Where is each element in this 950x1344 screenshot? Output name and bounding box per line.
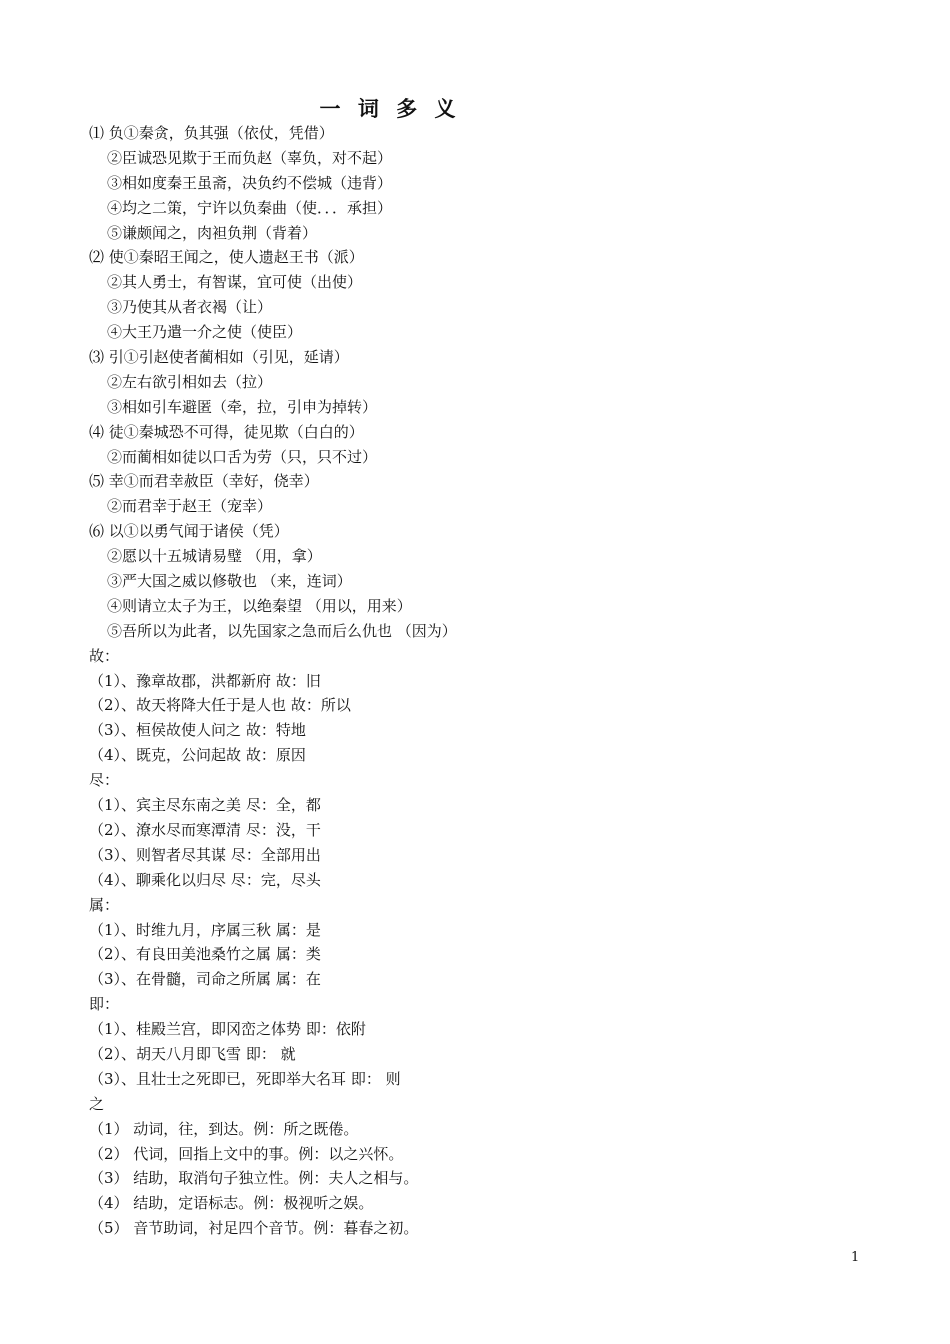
text-line: （4）、聊乘化以归尽 尽：完，尽头 bbox=[89, 870, 321, 889]
text-line: 尽： bbox=[89, 771, 120, 790]
text-line: （3）、且壮士之死即已，死即举大名耳 即： 则 bbox=[89, 1069, 401, 1088]
text-line: ⑵ 使①秦昭王闻之，使人遗赵王书（派） bbox=[89, 248, 364, 267]
text-line: ④大王乃遣一介之使（使臣） bbox=[107, 323, 303, 342]
text-line: ⑴ 负①秦贪，负其强（依仗，凭借） bbox=[89, 124, 334, 142]
text-line: ③乃使其从者衣褐（让） bbox=[107, 298, 273, 317]
text-line: （1）、时维九月，序属三秋 属：是 bbox=[89, 920, 321, 939]
text-line: ⑹ 以①以勇气闻于诸侯（凭） bbox=[89, 522, 289, 541]
text-line: ②臣诚恐见欺于王而负赵（辜负，对不起） bbox=[107, 148, 393, 167]
text-line: ⑸ 幸①而君幸赦臣（幸好，侥幸） bbox=[89, 472, 319, 491]
text-line: ②而蔺相如徒以口舌为劳（只，只不过） bbox=[107, 447, 378, 466]
text-line: 即： bbox=[89, 995, 120, 1014]
text-line: ②左右欲引相如去（拉） bbox=[107, 372, 273, 391]
text-line: （1）、宾主尽东南之美 尽：全，都 bbox=[89, 796, 321, 815]
text-line: （2）、潦水尽而寒潭清 尽：没，干 bbox=[89, 820, 321, 839]
text-line: 之 bbox=[89, 1094, 105, 1113]
page-number: 1 bbox=[851, 1250, 860, 1265]
text-line: （2）、故天将降大任于是人也 故：所以 bbox=[89, 696, 351, 715]
text-line: ③相如引车避匿（牵，拉，引申为掉转） bbox=[107, 397, 378, 416]
text-line: （3）、桓侯故使人问之 故：特地 bbox=[89, 721, 306, 740]
text-line: （2）、有良田美池桑竹之属 属：类 bbox=[89, 945, 321, 964]
text-line: 属： bbox=[89, 895, 120, 914]
text-line: ②愿以十五城请易璧 （用，拿） bbox=[107, 547, 322, 566]
text-line: ⑶ 引①引赵使者蔺相如（引见，延请） bbox=[89, 348, 349, 367]
text-line: （1） 动词，往，到达。例：所之既倦。 bbox=[89, 1119, 359, 1138]
text-line: （1）、桂殿兰宫，即冈峦之体势 即：依附 bbox=[89, 1020, 366, 1039]
text-line: （2） 代词，回指上文中的事。例：以之兴怀。 bbox=[89, 1144, 404, 1163]
text-line: ④均之二策，宁许以负秦曲（使．．．承担） bbox=[107, 198, 393, 217]
text-line: （3）、在骨髓，司命之所属 属：在 bbox=[89, 970, 321, 989]
text-line: （1）、豫章故郡，洪都新府 故：旧 bbox=[89, 671, 321, 690]
text-line: （4）、既克，公问起故 故：原因 bbox=[89, 746, 306, 765]
text-line: ⑷ 徒①秦城恐不可得，徒见欺（白白的） bbox=[89, 422, 364, 441]
page-title: 一 词 多 义 bbox=[319, 97, 461, 121]
text-line: （3） 结助，取消句子独立性。例：夫人之相与。 bbox=[89, 1169, 419, 1188]
text-line: ⑤吾所以为此者，以先国家之急而后么仇也 （因为） bbox=[107, 621, 457, 640]
text-line: ⑤谦颇闻之，肉袒负荆（背着） bbox=[107, 223, 318, 242]
text-line: 故： bbox=[89, 646, 120, 665]
text-line: ②而君幸于赵王（宠幸） bbox=[107, 497, 273, 516]
text-line: ③相如度秦王虽斋，决负约不偿城（违背） bbox=[107, 173, 393, 192]
text-line: （2）、胡天八月即飞雪 即： 就 bbox=[89, 1044, 296, 1063]
text-line: （5） 音节助词，衬足四个音节。例：暮春之初。 bbox=[89, 1219, 419, 1238]
text-line: ②其人勇士，有智谋，宜可使（出使） bbox=[107, 273, 363, 292]
text-line: ③严大国之威以修敬也 （来，连词） bbox=[107, 572, 352, 591]
text-line: （4） 结助，定语标志。例：极视听之娱。 bbox=[89, 1194, 374, 1213]
text-line: ④则请立太子为王，以绝秦望 （用以，用来） bbox=[107, 596, 412, 615]
document-body bbox=[89, 121, 849, 1241]
text-line: （3）、则智者尽其谋 尽：全部用出 bbox=[89, 845, 321, 864]
